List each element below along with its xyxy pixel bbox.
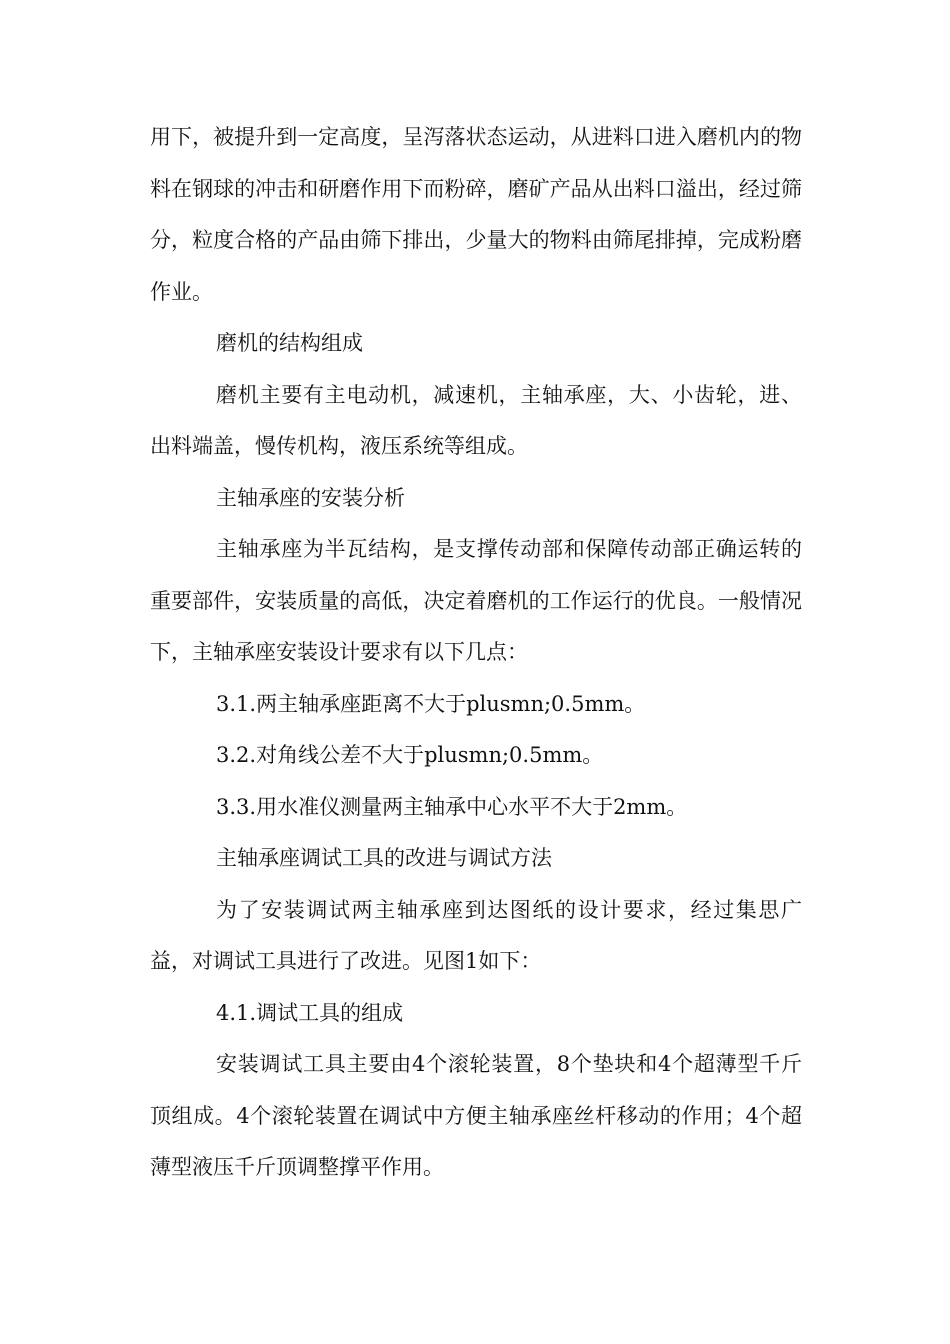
paragraph-grinding-process: 用下，被提升到一定高度，呈泻落状态运动，从进料口进入磨机内的物料在钢球的冲击和研磨作用下而粉碎，磨矿产品从出料口溢出，经过筛分，粒度合格的产品由筛下排出，少量大的物料由筛尾排掉，完成粉磨作业。: [150, 125, 802, 304]
heading-tool-composition: 4.1.调试工具的组成: [216, 1000, 404, 1025]
requirement-item-3-3: 3.3.用水准仪测量两主轴承中心水平不大于2mm。: [216, 794, 688, 819]
document-body: [150, 112, 802, 1194]
paragraph-tool-composition: 安装调试工具主要由4个滚轮装置，8个垫块和4个超薄型千斤顶组成。4个滚轮装置在调试中方便主轴承座丝杆移动的作用；4个超薄型液压千斤顶调整撑平作用。: [150, 1052, 802, 1179]
requirement-item-3-1: 3.1.两主轴承座距离不大于plusmn;0.5mm。: [216, 691, 646, 716]
heading-mill-structure: 磨机的结构组成: [216, 331, 363, 355]
paragraph-tool-improvement: 为了安装调试两主轴承座到达图纸的设计要求，经过集思广益，对调试工具进行了改进。见图1如下：: [150, 897, 802, 973]
paragraph-bearing-description: 主轴承座为半瓦结构，是支撑传动部和保障传动部正确运转的重要部件，安装质量的高低，决定着磨机的工作运行的优良。一般情况下，主轴承座安装设计要求有以下几点：: [150, 537, 802, 664]
paragraph-mill-components: 磨机主要有主电动机，减速机，主轴承座，大、小齿轮，进、出料端盖，慢传机构，液压系统等组成。: [150, 382, 802, 458]
requirement-item-3-2: 3.2.对角线公差不大于plusmn;0.5mm。: [216, 743, 604, 767]
heading-tool-improvement: 主轴承座调试工具的改进与调试方法: [216, 846, 552, 870]
heading-bearing-installation-analysis: 主轴承座的安装分析: [216, 485, 405, 510]
